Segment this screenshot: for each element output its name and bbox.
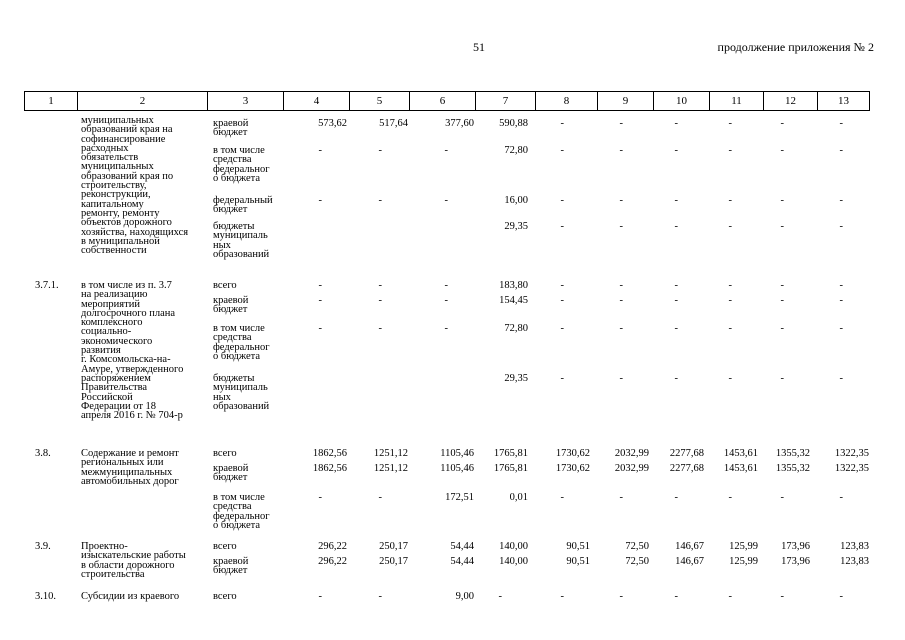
value-cell: 1730,62 — [555, 463, 590, 474]
value-cell: 2032,99 — [614, 448, 649, 459]
value-cell: 1251,12 — [373, 463, 408, 474]
funding-source: всего — [213, 448, 237, 459]
section-code: 3.9. — [35, 541, 51, 552]
value-cell: - — [318, 280, 322, 291]
value-cell: 125,99 — [729, 556, 758, 567]
value-cell: 154,45 — [499, 295, 528, 306]
value-cell: - — [728, 492, 732, 503]
value-cell: - — [728, 221, 732, 232]
value-cell: 1765,81 — [493, 463, 528, 474]
header-cell: 7 — [476, 91, 536, 111]
header-cell: 9 — [598, 91, 654, 111]
value-cell: - — [780, 118, 784, 129]
value-cell: 183,80 — [499, 280, 528, 291]
value-cell: - — [728, 145, 732, 156]
value-cell: 1453,61 — [723, 463, 758, 474]
value-cell: - — [728, 373, 732, 384]
section-name: Проектно- изыскательские работы в области дорожного строительства — [81, 541, 186, 580]
value-cell: - — [560, 591, 564, 602]
value-cell: - — [378, 280, 382, 291]
value-cell: 2277,68 — [669, 448, 704, 459]
value-cell: - — [318, 145, 322, 156]
value-cell: - — [318, 323, 322, 334]
header-cell: 4 — [284, 91, 350, 111]
value-cell: - — [674, 295, 678, 306]
value-cell: - — [378, 492, 382, 503]
value-cell: - — [619, 591, 623, 602]
value-cell: - — [444, 145, 448, 156]
value-cell: 72,50 — [625, 556, 649, 567]
section-name: муниципальных образований края на софинансирование расходных обязательств муниципальных образований края по строительству, реконструкции, капитальному ремонту, ремонту объектов дорожного хозяйства, находящихся в муниципальной собственности — [81, 115, 189, 257]
value-cell: - — [839, 591, 843, 602]
value-cell: - — [780, 195, 784, 206]
value-cell: 54,44 — [450, 541, 474, 552]
value-cell: - — [728, 295, 732, 306]
value-cell: 123,83 — [840, 556, 869, 567]
funding-source: краевой бюджет — [213, 556, 249, 577]
value-cell: - — [780, 492, 784, 503]
value-cell: - — [839, 373, 843, 384]
funding-source: краевой бюджет — [213, 118, 249, 139]
value-cell: - — [619, 492, 623, 503]
section-code: 3.10. — [35, 591, 56, 602]
funding-source: в том числе средства федеральног о бюджета — [213, 323, 270, 362]
value-cell: 173,96 — [781, 556, 810, 567]
value-cell: - — [674, 591, 678, 602]
value-cell: 90,51 — [566, 541, 590, 552]
value-cell: - — [560, 492, 564, 503]
continuation-label: продолжение приложения № 2 — [717, 40, 874, 54]
header-cell: 3 — [208, 91, 284, 111]
section-code: 3.7.1. — [35, 280, 59, 291]
header-cell: 13 — [818, 91, 870, 111]
funding-source: бюджеты муниципаль ных образований — [213, 221, 270, 260]
header-cell: 8 — [536, 91, 598, 111]
value-cell: - — [728, 280, 732, 291]
value-cell: - — [444, 280, 448, 291]
value-cell: 146,67 — [675, 556, 704, 567]
value-cell: - — [619, 221, 623, 232]
value-cell: - — [560, 118, 564, 129]
value-cell: - — [780, 280, 784, 291]
value-cell: 140,00 — [499, 556, 528, 567]
value-cell: - — [839, 280, 843, 291]
value-cell: - — [378, 145, 382, 156]
value-cell: 9,00 — [455, 591, 474, 602]
value-cell: - — [560, 295, 564, 306]
header-cell: 6 — [410, 91, 476, 111]
value-cell: - — [560, 323, 564, 334]
value-cell: 590,88 — [499, 118, 528, 129]
value-cell: - — [378, 195, 382, 206]
funding-source: всего — [213, 591, 237, 602]
header-cell: 10 — [654, 91, 710, 111]
value-cell: 1105,46 — [440, 448, 474, 459]
value-cell: 1730,62 — [555, 448, 590, 459]
value-cell: 1251,12 — [373, 448, 408, 459]
value-cell: - — [674, 373, 678, 384]
value-cell: - — [780, 323, 784, 334]
value-cell: - — [674, 492, 678, 503]
value-cell: - — [318, 492, 322, 503]
header-cell: 5 — [350, 91, 410, 111]
value-cell: - — [619, 373, 623, 384]
value-cell: - — [560, 221, 564, 232]
value-cell: 0,01 — [509, 492, 528, 503]
value-cell: - — [839, 492, 843, 503]
value-cell: - — [498, 591, 502, 602]
value-cell: 1355,32 — [775, 448, 810, 459]
value-cell: - — [728, 591, 732, 602]
value-cell: - — [444, 323, 448, 334]
header-cell: 12 — [764, 91, 818, 111]
section-code: 3.8. — [35, 448, 51, 459]
value-cell: - — [780, 221, 784, 232]
section-name: в том числе из п. 3.7 на реализацию мероприятий долгосрочного плана комплексного социально- экономического развития г. Комсомольска-на- Амуре, утвержденного распоряжением Правительства Российской Федерации от 18 апреля 2016 г. № 704-р — [81, 280, 184, 422]
value-cell: 1862,56 — [312, 463, 347, 474]
section-name: Субсидии из краевого — [81, 591, 180, 602]
value-cell: - — [728, 118, 732, 129]
value-cell: 1765,81 — [493, 448, 528, 459]
value-cell: - — [560, 145, 564, 156]
value-cell: 1355,32 — [775, 463, 810, 474]
value-cell: 29,35 — [504, 373, 528, 384]
value-cell: 1322,35 — [834, 463, 869, 474]
value-cell: - — [674, 145, 678, 156]
value-cell: 1862,56 — [312, 448, 347, 459]
value-cell: - — [444, 195, 448, 206]
value-cell: - — [560, 280, 564, 291]
funding-source: всего — [213, 280, 237, 291]
funding-source: всего — [213, 541, 237, 552]
table-header — [24, 91, 870, 111]
value-cell: 72,80 — [504, 145, 528, 156]
value-cell: - — [839, 118, 843, 129]
value-cell: 250,17 — [379, 556, 408, 567]
funding-source: краевой бюджет — [213, 463, 249, 484]
value-cell: 125,99 — [729, 541, 758, 552]
value-cell: 29,35 — [504, 221, 528, 232]
value-cell: 377,60 — [445, 118, 474, 129]
value-cell: - — [839, 323, 843, 334]
header-cell: 2 — [78, 91, 208, 111]
value-cell: - — [619, 295, 623, 306]
value-cell: 146,67 — [675, 541, 704, 552]
value-cell: - — [378, 591, 382, 602]
value-cell: - — [839, 195, 843, 206]
value-cell: 296,22 — [318, 541, 347, 552]
value-cell: 573,62 — [318, 118, 347, 129]
value-cell: - — [674, 118, 678, 129]
value-cell: - — [674, 323, 678, 334]
value-cell: - — [318, 195, 322, 206]
value-cell: - — [560, 195, 564, 206]
value-cell: 2277,68 — [669, 463, 704, 474]
value-cell: 250,17 — [379, 541, 408, 552]
value-cell: - — [378, 295, 382, 306]
funding-source: краевой бюджет — [213, 295, 249, 316]
value-cell: - — [318, 295, 322, 306]
value-cell: - — [674, 280, 678, 291]
value-cell: 172,51 — [445, 492, 474, 503]
value-cell: 1453,61 — [723, 448, 758, 459]
value-cell: 517,64 — [379, 118, 408, 129]
value-cell: - — [619, 323, 623, 334]
value-cell: - — [560, 373, 564, 384]
funding-source: в том числе средства федеральног о бюджета — [213, 145, 270, 184]
value-cell: - — [619, 280, 623, 291]
value-cell: 90,51 — [566, 556, 590, 567]
value-cell: - — [780, 373, 784, 384]
value-cell: 72,80 — [504, 323, 528, 334]
value-cell: - — [619, 195, 623, 206]
section-name: Содержание и ремонт региональных или межмуниципальных автомобильных дорог — [81, 448, 179, 487]
funding-source: бюджеты муниципаль ных образований — [213, 373, 270, 412]
value-cell: 16,00 — [504, 195, 528, 206]
value-cell: - — [619, 145, 623, 156]
value-cell: 140,00 — [499, 541, 528, 552]
value-cell: - — [839, 221, 843, 232]
page-number: 51 — [473, 40, 485, 54]
value-cell: - — [378, 323, 382, 334]
value-cell: - — [728, 323, 732, 334]
value-cell: - — [318, 591, 322, 602]
value-cell: - — [444, 295, 448, 306]
value-cell: - — [728, 195, 732, 206]
value-cell: - — [674, 221, 678, 232]
value-cell: 54,44 — [450, 556, 474, 567]
header-cell: 1 — [24, 91, 78, 111]
funding-source: федеральный бюджет — [213, 195, 273, 216]
value-cell: - — [674, 195, 678, 206]
value-cell: 1322,35 — [834, 448, 869, 459]
value-cell: - — [780, 295, 784, 306]
value-cell: - — [839, 145, 843, 156]
value-cell: - — [780, 591, 784, 602]
funding-source: в том числе средства федеральног о бюджета — [213, 492, 270, 531]
value-cell: 72,50 — [625, 541, 649, 552]
value-cell: - — [619, 118, 623, 129]
value-cell: - — [839, 295, 843, 306]
header-cell: 11 — [710, 91, 764, 111]
value-cell: 173,96 — [781, 541, 810, 552]
value-cell: 296,22 — [318, 556, 347, 567]
value-cell: - — [780, 145, 784, 156]
value-cell: 1105,46 — [440, 463, 474, 474]
value-cell: 2032,99 — [614, 463, 649, 474]
value-cell: 123,83 — [840, 541, 869, 552]
